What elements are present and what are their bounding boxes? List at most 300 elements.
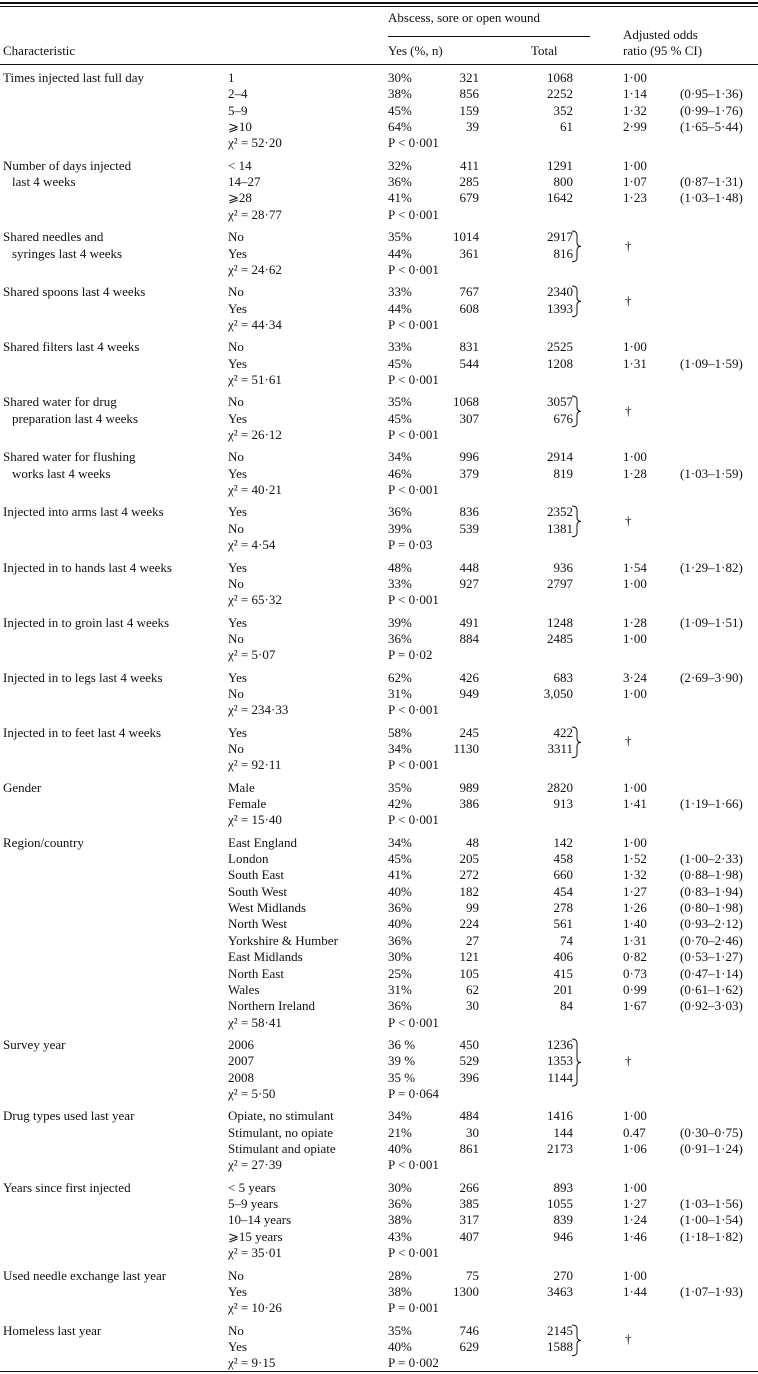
odds-ratio: 1·27 — [623, 883, 647, 899]
yes-count: 27 — [466, 932, 479, 948]
total-count: 1588 — [547, 1338, 573, 1354]
total-count: 893 — [553, 1179, 573, 1195]
yes-percent: 44% — [388, 245, 412, 261]
yes-percent: 34% — [388, 1108, 412, 1124]
yes-count: 949 — [459, 685, 479, 701]
yes-count: 307 — [459, 410, 479, 426]
yes-percent: 46% — [388, 465, 412, 481]
yes-count: 767 — [459, 284, 479, 300]
chi-square: χ² = 26·12 — [228, 427, 282, 442]
group-brace — [570, 1038, 584, 1087]
chi-square: χ² = 92·11 — [228, 757, 282, 773]
dagger-mark: † — [625, 402, 632, 418]
odds-ratio: 1·00 — [623, 1179, 647, 1195]
p-value: P = 0·02 — [388, 647, 433, 663]
chi-square: χ² = 40·21 — [228, 482, 282, 498]
yes-percent: 35 % — [388, 1069, 416, 1085]
confidence-interval: (1·03–1·48) — [680, 190, 743, 206]
level-label: 10–14 years — [228, 1212, 292, 1228]
level-label: Yes — [228, 1338, 247, 1354]
row-label: Drug types used last year — [3, 1108, 135, 1124]
p-value: P < 0·001 — [388, 1014, 439, 1030]
total-count: 201 — [553, 981, 573, 997]
yes-count: 448 — [459, 559, 479, 575]
yes-count: 544 — [459, 355, 479, 371]
total-count: 3463 — [547, 1283, 573, 1299]
level-label: Yes — [228, 1283, 247, 1299]
odds-ratio: 1·00 — [623, 449, 647, 465]
yes-percent: 36% — [388, 932, 412, 948]
level-label: Stimulant, no opiate — [228, 1124, 334, 1140]
level-label: Yes — [228, 614, 247, 630]
yes-percent: 41% — [388, 190, 412, 206]
total-count: 2917 — [547, 229, 573, 245]
total-count: 2173 — [547, 1141, 573, 1156]
odds-ratio: 0.47 — [623, 1124, 646, 1140]
total-count: 936 — [553, 559, 573, 575]
confidence-interval: (0·70–2·46) — [680, 932, 743, 948]
level-label: 1 — [228, 70, 235, 85]
row-label: Used needle exchange last year — [3, 1267, 167, 1283]
level-label: Yes — [228, 245, 247, 261]
dagger-mark: † — [625, 732, 632, 748]
odds-ratio: 1·31 — [623, 932, 647, 948]
total-count: 2145 — [547, 1322, 573, 1338]
chi-square: χ² = 35·01 — [228, 1245, 282, 1261]
odds-ratio: 1·27 — [623, 1196, 647, 1211]
level-label: Yes — [228, 410, 247, 426]
level-label: No — [228, 575, 244, 591]
level-label: South West — [228, 883, 288, 899]
yes-count: 321 — [459, 70, 479, 85]
p-value: P < 0·001 — [388, 482, 439, 498]
total-count: 2352 — [547, 504, 573, 520]
row-label: syringes last 4 weeks — [12, 245, 123, 261]
yes-percent: 44% — [388, 300, 412, 316]
odds-ratio: 1·07 — [623, 174, 647, 190]
yes-percent: 39% — [388, 614, 412, 630]
confidence-interval: (1·03–1·59) — [680, 465, 743, 481]
row-label: Shared filters last 4 weeks — [3, 339, 140, 355]
row-label: Homeless last year — [3, 1322, 102, 1338]
yes-count: 679 — [459, 190, 479, 206]
p-value: P = 0·03 — [388, 537, 433, 553]
yes-count: 411 — [459, 157, 479, 173]
yes-count: 224 — [459, 916, 479, 932]
dagger-mark: † — [625, 1053, 632, 1069]
total-count: 1248 — [547, 614, 573, 630]
total-count: 1144 — [547, 1069, 573, 1085]
confidence-interval: (0·53–1·27) — [680, 949, 743, 965]
yes-percent: 35% — [388, 1322, 412, 1338]
total-count: 819 — [553, 465, 573, 481]
yes-percent: 34% — [388, 740, 412, 756]
level-label: 2008 — [228, 1069, 254, 1085]
confidence-interval: (0·61–1·62) — [680, 981, 743, 997]
total-count: 1353 — [547, 1053, 573, 1069]
level-label: < 5 years — [228, 1179, 276, 1195]
odds-ratio: 1·00 — [623, 339, 647, 355]
chi-square: χ² = 9·15 — [228, 1355, 276, 1371]
header-total: Total — [531, 43, 558, 58]
chi-square: χ² = 4·54 — [228, 537, 276, 553]
level-label: South East — [228, 867, 284, 883]
chi-square: χ² = 28·77 — [228, 206, 282, 222]
level-label: No — [228, 630, 244, 646]
yes-percent: 36% — [388, 900, 412, 916]
yes-count: 385 — [459, 1196, 479, 1211]
total-count: 683 — [553, 669, 573, 685]
yes-count: 484 — [459, 1108, 479, 1124]
yes-count: 831 — [459, 339, 479, 355]
yes-count: 1130 — [453, 740, 479, 756]
group-brace — [570, 1324, 584, 1357]
yes-count: 121 — [459, 949, 479, 965]
total-count: 352 — [553, 102, 573, 118]
total-count: 3311 — [547, 740, 573, 756]
chi-square: χ² = 58·41 — [228, 1014, 282, 1030]
yes-percent: 36% — [388, 630, 412, 646]
chi-square: χ² = 5·07 — [228, 647, 276, 663]
total-count: 458 — [553, 851, 573, 866]
total-count: 676 — [553, 410, 573, 426]
row-label: Number of days injected — [3, 157, 132, 173]
yes-percent: 35% — [388, 779, 412, 795]
level-label: Wales — [228, 981, 260, 997]
yes-count: 1068 — [453, 394, 479, 410]
yes-count: 884 — [459, 630, 479, 646]
total-count: 2340 — [547, 284, 573, 300]
yes-count: 1300 — [453, 1283, 479, 1299]
yes-percent: 40% — [388, 883, 412, 899]
yes-count: 746 — [459, 1322, 479, 1338]
total-count: 422 — [553, 724, 573, 740]
confidence-interval: (0·80–1·98) — [680, 900, 743, 916]
yes-count: 182 — [459, 883, 479, 899]
odds-ratio: 1·06 — [623, 1141, 647, 1156]
level-label: Yes — [228, 465, 247, 481]
odds-ratio: 1·00 — [623, 685, 647, 701]
yes-percent: 25% — [388, 965, 412, 981]
confidence-interval: (1·09–1·59) — [680, 355, 743, 371]
yes-percent: 21% — [388, 1124, 412, 1140]
group-brace — [570, 285, 584, 318]
total-count: 913 — [553, 796, 573, 811]
odds-ratio: 1·00 — [623, 834, 647, 850]
yes-percent: 48% — [388, 559, 412, 575]
level-label: No — [228, 284, 244, 300]
level-label: Male — [228, 779, 255, 795]
confidence-interval: (0·87–1·31) — [680, 174, 743, 190]
level-label: Northern Ireland — [228, 998, 315, 1014]
odds-ratio: 0·82 — [623, 949, 647, 965]
row-label: last 4 weeks — [12, 174, 76, 190]
total-count: 415 — [553, 965, 573, 981]
level-label: No — [228, 740, 244, 756]
level-label: No — [228, 1267, 244, 1283]
chi-square: χ² = 24·62 — [228, 261, 282, 277]
yes-count: 996 — [459, 449, 479, 465]
chi-square: χ² = 15·40 — [228, 812, 282, 828]
yes-count: 927 — [459, 575, 479, 591]
yes-percent: 30% — [388, 70, 412, 85]
confidence-interval: (0·95–1·36) — [680, 86, 743, 102]
p-value: P < 0·001 — [388, 1157, 439, 1173]
yes-percent: 36% — [388, 1196, 412, 1211]
level-label: 2006 — [228, 1036, 254, 1052]
p-value: P < 0·001 — [388, 261, 439, 277]
yes-count: 62 — [466, 981, 479, 997]
level-label: < 14 — [228, 157, 252, 173]
confidence-interval: (1·09–1·51) — [680, 614, 743, 630]
group-brace — [570, 505, 584, 538]
odds-ratio: 1·31 — [623, 355, 647, 371]
odds-ratio: 1·41 — [623, 796, 647, 811]
yes-percent: 38% — [388, 1212, 412, 1228]
yes-count: 30 — [466, 1124, 479, 1140]
level-label: ⩾10 — [228, 119, 252, 135]
odds-ratio: 1·32 — [623, 867, 647, 883]
level-label: West Midlands — [228, 900, 307, 916]
bottom-rule — [0, 1371, 758, 1372]
level-label: 2–4 — [228, 86, 248, 102]
yes-percent: 36% — [388, 174, 412, 190]
chi-square: χ² = 65·32 — [228, 592, 282, 608]
total-count: 74 — [560, 932, 573, 948]
p-value: P < 0·001 — [388, 316, 439, 332]
total-count: 1642 — [547, 190, 573, 206]
odds-ratio: 1·28 — [623, 614, 647, 630]
level-label: 5–9 years — [228, 1196, 279, 1211]
yes-count: 629 — [459, 1338, 479, 1354]
yes-percent: 36% — [388, 504, 412, 520]
yes-percent: 42% — [388, 796, 412, 811]
header-group-title: Abscess, sore or open wound — [388, 10, 541, 25]
group-brace — [570, 395, 584, 428]
level-label: No — [228, 449, 244, 465]
p-value: P < 0·001 — [388, 371, 439, 387]
p-value: P = 0·002 — [388, 1355, 439, 1371]
yes-percent: 34% — [388, 834, 412, 850]
chi-square: χ² = 27·39 — [228, 1157, 282, 1173]
yes-count: 379 — [459, 465, 479, 481]
level-label: Yes — [228, 300, 247, 316]
chi-square: χ² = 44·34 — [228, 316, 282, 332]
level-label: London — [228, 851, 269, 866]
confidence-interval: (1·65–5·44) — [680, 119, 743, 135]
yes-count: 272 — [459, 867, 479, 883]
dagger-mark: † — [625, 237, 632, 253]
yes-count: 205 — [459, 851, 479, 866]
total-count: 816 — [553, 245, 573, 261]
p-value: P < 0·001 — [388, 592, 439, 608]
yes-percent: 39 % — [388, 1053, 416, 1069]
yes-count: 99 — [466, 900, 479, 916]
yes-percent: 28% — [388, 1267, 412, 1283]
confidence-interval: (1·00–1·54) — [680, 1212, 743, 1228]
level-label: No — [228, 1322, 244, 1338]
odds-ratio: 1·67 — [623, 998, 647, 1014]
total-count: 61 — [560, 119, 573, 135]
yes-count: 491 — [459, 614, 479, 630]
odds-ratio: 1·23 — [623, 190, 647, 206]
odds-ratio: 1·00 — [623, 779, 647, 795]
odds-ratio: 1·40 — [623, 916, 647, 932]
group-brace — [570, 726, 584, 759]
yes-count: 386 — [459, 796, 479, 811]
odds-ratio: 1·00 — [623, 630, 647, 646]
yes-count: 407 — [459, 1228, 479, 1244]
odds-ratio: 1·28 — [623, 465, 647, 481]
yes-percent: 33% — [388, 339, 412, 355]
level-label: Yes — [228, 559, 247, 575]
total-count: 1393 — [547, 300, 573, 316]
yes-percent: 32% — [388, 157, 412, 173]
odds-ratio: 1·14 — [623, 86, 647, 102]
top-rule-thin — [0, 6, 758, 7]
odds-ratio: 1·00 — [623, 1267, 647, 1283]
level-label: Yorkshire & Humber — [228, 932, 338, 948]
p-value: P < 0·001 — [388, 1245, 439, 1261]
odds-ratio: 1·54 — [623, 559, 647, 575]
header-or-line1: Adjusted odds — [623, 27, 698, 42]
level-label: ⩾15 years — [228, 1228, 283, 1244]
total-count: 84 — [560, 998, 573, 1014]
row-label: preparation last 4 weeks — [12, 410, 138, 426]
confidence-interval: (0·91–1·24) — [680, 1141, 743, 1156]
odds-ratio: 0·99 — [623, 981, 647, 997]
yes-percent: 39% — [388, 520, 412, 536]
odds-ratio: 1·00 — [623, 1108, 647, 1124]
yes-count: 861 — [459, 1141, 479, 1156]
yes-percent: 43% — [388, 1228, 412, 1244]
odds-ratio: 1·44 — [623, 1283, 647, 1299]
p-value: P < 0·001 — [388, 206, 439, 222]
yes-percent: 38% — [388, 1283, 412, 1299]
yes-percent: 40% — [388, 1338, 412, 1354]
dagger-mark: † — [625, 512, 632, 528]
yes-count: 245 — [459, 724, 479, 740]
total-count: 2820 — [547, 779, 573, 795]
yes-percent: 45% — [388, 410, 412, 426]
yes-count: 285 — [459, 174, 479, 190]
yes-count: 608 — [459, 300, 479, 316]
level-label: No — [228, 520, 244, 536]
yes-percent: 41% — [388, 867, 412, 883]
yes-count: 396 — [459, 1069, 479, 1085]
total-count: 839 — [553, 1212, 573, 1228]
chi-square: χ² = 52·20 — [228, 135, 282, 151]
yes-count: 426 — [459, 669, 479, 685]
total-count: 2797 — [547, 575, 573, 591]
level-label: Yes — [228, 724, 247, 740]
confidence-interval: (1·03–1·56) — [680, 1196, 743, 1211]
total-count: 1236 — [547, 1036, 573, 1052]
yes-percent: 45% — [388, 355, 412, 371]
yes-percent: 40% — [388, 916, 412, 932]
header-characteristic: Characteristic — [3, 43, 76, 58]
level-label: No — [228, 685, 244, 701]
total-count: 2485 — [547, 630, 573, 646]
yes-count: 30 — [466, 998, 479, 1014]
level-label: Opiate, no stimulant — [228, 1108, 334, 1124]
total-count: 561 — [553, 916, 573, 932]
total-count: 270 — [553, 1267, 573, 1283]
total-count: 660 — [553, 867, 573, 883]
yes-percent: 38% — [388, 86, 412, 102]
chi-square: χ² = 5·50 — [228, 1085, 276, 1101]
confidence-interval: (1·07–1·93) — [680, 1283, 743, 1299]
total-count: 278 — [553, 900, 573, 916]
yes-percent: 45% — [388, 102, 412, 118]
level-label: Yes — [228, 355, 247, 371]
odds-ratio: 1·46 — [623, 1228, 647, 1244]
yes-count: 361 — [459, 245, 479, 261]
header-yes: Yes (%, n) — [388, 43, 443, 58]
p-value: P < 0·001 — [388, 812, 439, 828]
level-label: North East — [228, 965, 284, 981]
confidence-interval: (0·88–1·98) — [680, 867, 743, 883]
yes-percent: 58% — [388, 724, 412, 740]
confidence-interval: (0·47–1·14) — [680, 965, 743, 981]
confidence-interval: (0·92–3·03) — [680, 998, 743, 1014]
yes-percent: 64% — [388, 119, 412, 135]
total-count: 1208 — [547, 355, 573, 371]
yes-percent: 36% — [388, 998, 412, 1014]
row-label: Injected in to legs last 4 weeks — [3, 669, 163, 685]
p-value: P = 0·001 — [388, 1300, 439, 1316]
level-label: Stimulant and opiate — [228, 1141, 336, 1156]
total-count: 1068 — [547, 70, 573, 85]
yes-count: 75 — [466, 1267, 479, 1283]
yes-count: 48 — [466, 834, 479, 850]
level-label: Yes — [228, 669, 247, 685]
p-value: P = 0·064 — [388, 1085, 439, 1101]
level-label: East Midlands — [228, 949, 303, 965]
total-count: 2525 — [547, 339, 573, 355]
confidence-interval: (0·30–0·75) — [680, 1124, 743, 1140]
odds-ratio: 1·00 — [623, 70, 647, 85]
total-count: 3057 — [547, 394, 573, 410]
row-label: Injected in to groin last 4 weeks — [3, 614, 170, 630]
yes-percent: 40% — [388, 1141, 412, 1156]
total-count: 1055 — [547, 1196, 573, 1211]
level-label: East England — [228, 834, 297, 850]
row-label: Years since first injected — [3, 1179, 131, 1195]
confidence-interval: (0·93–2·12) — [680, 916, 743, 932]
level-label: ⩾28 — [228, 190, 252, 206]
yes-percent: 30% — [388, 949, 412, 965]
chi-square: χ² = 51·61 — [228, 371, 282, 387]
level-label: No — [228, 229, 244, 245]
row-label: Shared needles and — [3, 229, 104, 245]
total-count: 1381 — [547, 520, 573, 536]
p-value: P < 0·001 — [388, 757, 439, 773]
row-label: Injected in to feet last 4 weeks — [3, 724, 162, 740]
odds-ratio: 0·73 — [623, 965, 647, 981]
yes-count: 105 — [459, 965, 479, 981]
dagger-mark: † — [625, 1330, 632, 1346]
total-count: 800 — [553, 174, 573, 190]
confidence-interval: (1·00–2·33) — [680, 851, 743, 866]
total-count: 3,050 — [543, 685, 573, 701]
yes-percent: 45% — [388, 851, 412, 866]
confidence-interval: (1·19–1·66) — [680, 796, 743, 811]
yes-percent: 33% — [388, 284, 412, 300]
yes-percent: 30% — [388, 1179, 412, 1195]
level-label: 2007 — [228, 1053, 254, 1069]
total-count: 406 — [553, 949, 573, 965]
